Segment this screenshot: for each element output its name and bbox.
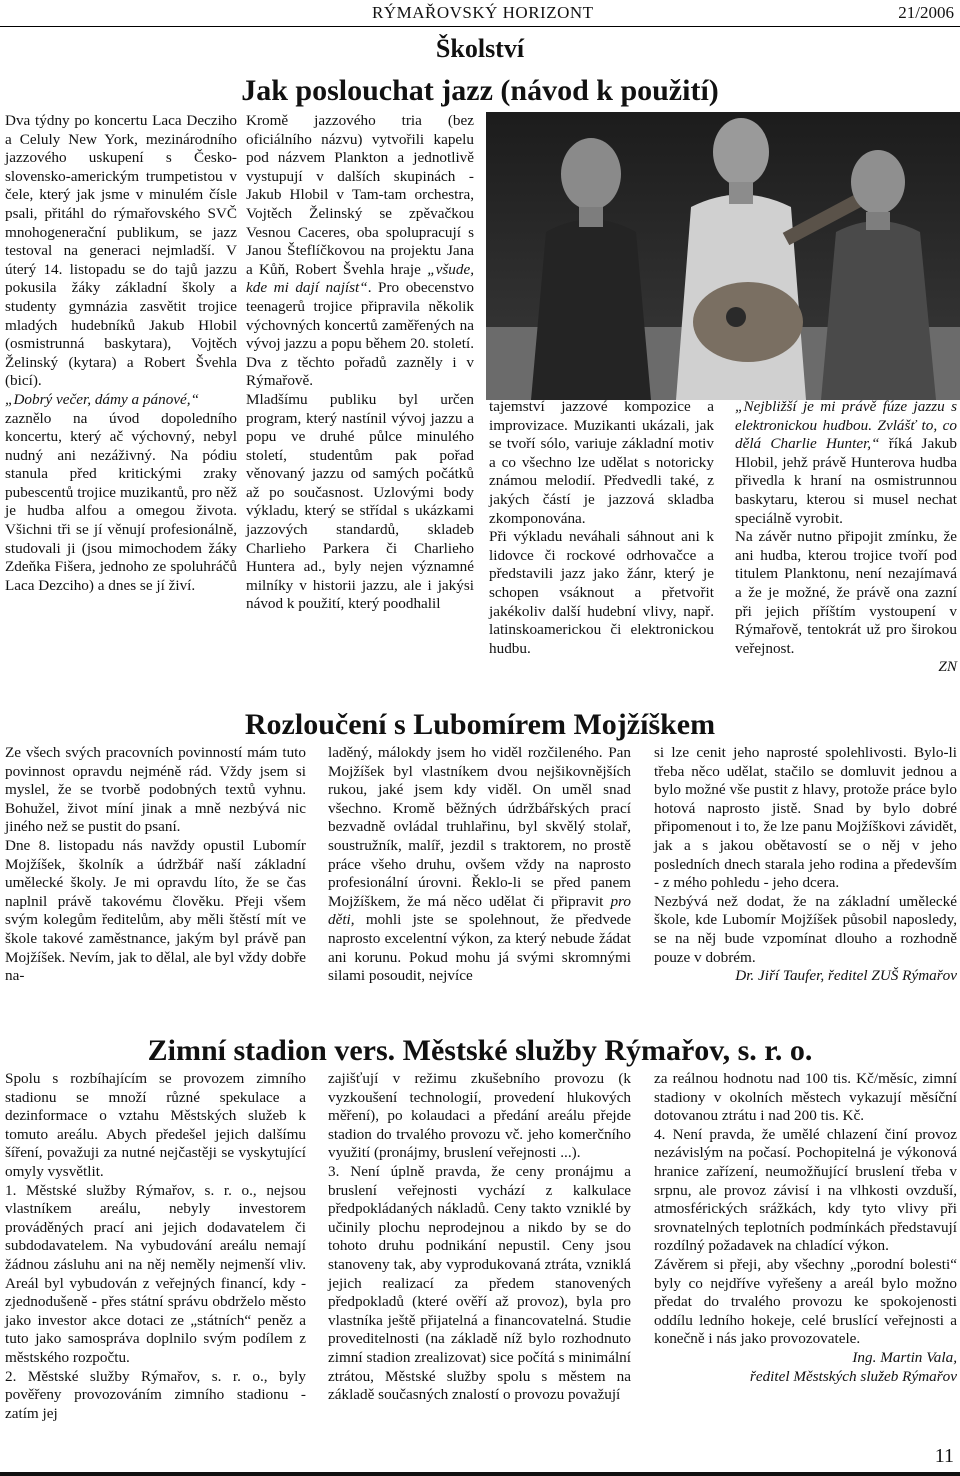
article3-column-2 (328, 1070, 631, 1405)
paragraph: za reálnou hodnotu nad 100 tis. Kč/měsíc, zimní stadiony v okolních městech vykazují měsíční dotovanou ztrátu i nad 200 tis. Kč. (654, 1070, 957, 1125)
text-run: laděný, málokdy jsem ho viděl rozčileného. Pan Mojžíšek byl vlastníkem dvou nejšikovnějších rukou, jaké jsem kdy viděl. On uměl snad všechno. Kromě běžných údržbářských prací bezvadně ovládal truhlařinu, byl skvělý stolař, soustružník, malíř, jezdil s traktorem, no prostě práce všeho druhu, ovšem vždy na naprosto profesionální úrovni. Řeklo-li se před panem Mojžíškem, že má něco udělat či připravit (328, 744, 631, 910)
paragraph: Při výkladu neváhali sáhnout ani k lidovce či rockové odrhovačce a představili jazz jako žánr, který je schopen vsáknout a přetvořit jakékoliv další hudební vlivy, např. latinskoamerickou či elektronickou hudbu. (489, 528, 714, 657)
running-header (0, 0, 960, 27)
paragraph: Závěrem si přeji, aby všechny „porodní bolesti“ byly co nejdříve vyřešeny a areál bylo možno předat do trvalého provozu ke spokojenosti oddílu ledního hokeje, celé bruslící veřejnosti a konečně i nás jako provozovatele. (654, 1255, 957, 1348)
paragraph: Na závěr nutno připojit zmínku, že ani hudba, kterou trojice tvoří pod titulem Planktonu, není nezajímavá a že je možné, že právě ona zazní při jejich příštím vystoupení v Rýmařově, tentokrát už pro širokou veřejnost. (735, 528, 957, 657)
text-run: , mohli jste se spolehnout, že předvede naprosto excelentní výkon, za který nebude žádat ani korunu. Pokud mohu já svými skromnými silami posoudit, nejvíce (328, 911, 631, 985)
band-photo-image (486, 112, 960, 400)
bottom-rule (0, 1472, 960, 1476)
paragraph: 2. Městské služby Rýmařov, s. r. o., byly pověřeny provozováním zimního stadionu - zatím jej (5, 1367, 306, 1422)
page-number: 11 (934, 1445, 954, 1467)
article2-signature: Dr. Jiří Taufer, ředitel ZUŠ Rýmařov (735, 967, 957, 985)
paragraph: Nezbývá než dodat, že na základní umělecké škole, kde Lubomír Mojžíšek působil naposledy, se na něj bude vzpomínat dlouho a rozhodně pouze v dobrém. (654, 892, 957, 966)
article1-column-4 (735, 398, 957, 677)
article3-signature-role: ředitel Městských služeb Rýmařov (749, 1367, 957, 1385)
article1-signature: ZN (938, 658, 957, 676)
article2-column-3 (654, 744, 957, 986)
article1-column-1 (5, 112, 237, 595)
paragraph: zaznělo na úvod dopoledního koncertu, který ač výchovný, nebyl nudný ani nezáživný. Na pódiu stanula před kritickými zraky pubescentů trojice muzikantů, pro něž je hudba alfou a omegou života. Všichni tři se jí věnují profesionálně, studovali ji (jsou mimochodem žáky Zdeňka Fišera, jednoho ze spoluhráčů Laca Dezciho) a dnes se jí živí. (5, 409, 237, 594)
band-photo (486, 112, 960, 400)
paragraph: si lze cenit jeho naprosté spolehlivosti. Bylo-li třeba něco udělat, stačilo se domluvit jednou a bylo možné vše pustit z hlavy, protože práce bylo hotová naprosto jistě. Snad by bylo dobré připomenout i to, že lze panu Mojžíškovi závidět, jak a s jakou obětavostí se o něj v jeho posledních dnech starala jeho rodina a především - z mého pohledu - jeho dcera. (654, 744, 957, 892)
article3-title: Zimní stadion vers. Městské služby Rýmařov, s. r. o. (147, 1034, 813, 1067)
article3-signature-name: Ing. Martin Vala, (852, 1348, 957, 1366)
paragraph: 3. Není úplně pravda, že ceny pronájmu a bruslení veřejnosti vychází z kalkulace předpokládaných nákladů. Ceny takto vzniklé by učinily plochu neprodejnou a nikdo by se do tohoto druhu podnikání nepustil. Ceny jsou stanoveny tak, aby vyprodukovaná ztráta, vzniklá jejich realizací za předem stanovených předpokladů (které ověří až provoz), byla pro vlastníka ještě přijatelná a financovatelná. Studie proveditelnosti (na základě níž bylo rozhodnuto zimní stadion zrealizovat) sice počítá s minimální ztrátou, Městské služby spolu s městem na základě současných znalostí o provozu považují (328, 1162, 631, 1404)
article1-title: Jak poslouchat jazz (návod k použití) (241, 74, 719, 107)
section-title: Školství (435, 34, 525, 63)
paragraph: 4. Není pravda, že umělé chlazení činí provoz nezávislým na počasí. Pochopitelná je výkonová hranice zařízení, neumožňující bruslení třeba v srpnu, ale provoz závisí i na vlhkosti ovzduší, atmosférických srážkách, kdy tyto vlivy při srovnatelných teplotních podmínkách představují rozdílný požadavek na chladící výkon. (654, 1125, 957, 1255)
text-run: Kromě jazzového tria (bez oficiálního názvu) vytvořili kapelu pod názvem Plankton a jednotlivě vystupují v dalších skupinách - Jakub Hlobil v Tam-tam orchestra, Vojtěch Želinský se zpěvačkou Vesnou Caceres, oba spolupracují s Janou Šteflíčkovou na projektu Jana a Kůň, Robert Švehla hraje (246, 112, 474, 278)
quote: „Dobrý večer, dámy a pánové,“ (5, 390, 200, 408)
magazine-name: RÝMAŘOVSKÝ HORIZONT (372, 3, 594, 22)
article2-column-1 (5, 744, 306, 986)
article1-column-3 (489, 398, 714, 658)
paragraph: Ze všech svých pracovních povinností mám tuto povinnost opravdu nejméně rád. Vždy jsem si myslel, že se tvorbě podobných textů vyhnu. Bohužel, život míní jinak a mně nezbývá nic jiného než se pustit do psaní. (5, 744, 306, 836)
text-run: . Pro obecenstvo teenagerů trojice připravila několik výchovných koncertů zaměřených na vývoj jazzu a popu během 20. století. Dva z těchto pořadů zazněly i v Rýmařově. (246, 279, 475, 390)
paragraph: Dne 8. listopadu nás navždy opustil Lubomír Mojžíšek, školník a údržbář naší základní umělecké školy. Je mi opravdu líto, že se čas naplnil právě takovému člověku. Přeji všem svým kolegům ředitelům, aby měli štěstí mít ve škole takové zaměstnance, jakým byl právě pan Mojžíšek. Nevím, jak to dělal, ale byl vždy dobře na- (5, 836, 306, 985)
article2-column-2 (328, 744, 631, 986)
article2-title: Rozloučení s Lubomírem Mojžíškem (244, 708, 716, 741)
paragraph: Spolu s rozbíhajícím se provozem zimního stadionu se množí různé spekulace a dezinformace o vztahu Městských služeb k tomuto areálu. Abych předešel jejich dalšímu šíření, považuji za nutné nejčastěji se vyskytující omyly vysvětlit. (5, 1070, 306, 1180)
article3-column-1 (5, 1070, 306, 1423)
paragraph: Mladšímu publiku byl určen program, který nastínil vývoj jazzu a popu ve druhé půlce minulého století, studentům pak pořad věnovaný jazzu od samých počátků až po současnost. Uzlovými body výkladu, který se střídal s ukázkami jazzových standardů, skladeb Charlieho Parkera či Charlieho Huntera ad., byly nejen významné milníky v historii jazzu, ale i jakýsi návod k použití, který poodhalil (246, 390, 474, 613)
article1-column-2 (246, 112, 474, 614)
article3-column-3 (654, 1070, 957, 1386)
paragraph: tajemství jazzové kompozice a improvizace. Muzikanti ukázali, jak se tvoří sólo, variuje základní motiv a co všechno lze udělat s notoricky známou melodií. Předvedli také, z jakých částí je jazzová skladba zkomponována. (489, 398, 714, 527)
paragraph: zajišťují v režimu zkušebního provozu (k vyzkoušení technologií, provedení hlukových měření), po kolaudaci a předání areálu přejde stadion do trvalého provozu vč. jeho komerčního využití (pronájmy, bruslení veřejnosti ...). (328, 1070, 631, 1162)
paragraph: Dva týdny po koncertu Laca Decziho a Celuly New York, mezinárodního jazzového uskupení s Česko-slovensko-americkým trumpetistou v čele, který jak jsme v minulém čísle psali, přitáhl do rýmařovského SVČ mnohogenerační publikum, se jazz testoval na generaci nejmladší. V úterý 14. listopadu se do tajů jazzu pokusila žáky základní školy a studenty gymnázia zasvětit trojice mladých hudebníků Jakub Hlobil (osmistrunná baskytara), Vojtěch Želinský (kytara) a Robert Švehla (bicí). (5, 112, 237, 390)
paragraph: 1. Městské služby Rýmařov, s. r. o., nejsou vlastníkem areálu, nebyly investorem prováděných prací ani jejich dodavatelem či subdodavatelem. Na vybudování areálu nemají žádnou zásluhu ani na něj neměly nejmenší vliv. Areál byl vybudován z veřejných financí, kdy - zjednodušeně - přes státní správu obdrželo město jako investor akce dotaci ze „státních“ peněz a tuto jako samospráva doplnilo svým podílem z městského rozpočtu. (5, 1181, 306, 1366)
italic-text: pro děti (328, 892, 631, 929)
quote: „Nejbližší je mi právě fúze jazzu s elektronickou hudbou. Zvlášť to, co dělá Charlie Hunter,“ (735, 398, 957, 453)
text-run: říká Jakub Hlobil, jehž právě Hunterova hudba přivedla k hraní na osmistrunnou baskytaru, kterou si musel nechat speciálně vyrobit. (735, 435, 957, 527)
issue-number: 21/2006 (898, 3, 954, 22)
quote: „všude, kde mi dají najíst“ (246, 260, 475, 297)
